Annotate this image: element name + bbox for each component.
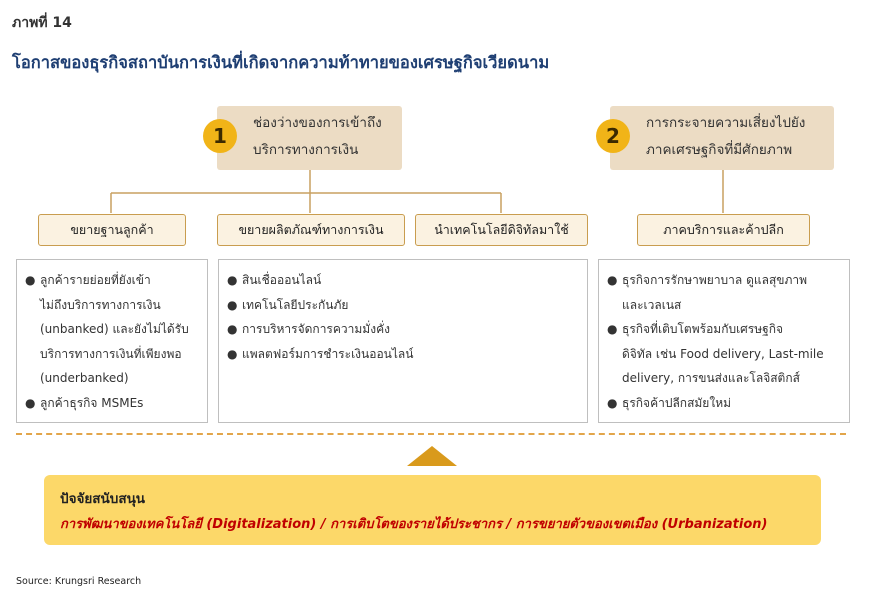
item-line: และเวลเนส: [622, 297, 682, 312]
item-line: ดิจิทัล เช่น Food delivery, Last-mile: [622, 346, 824, 361]
item-line: ธุรกิจการรักษาพยาบาล ดูแลสุขภาพ: [622, 273, 808, 287]
list-item: [25, 268, 201, 391]
number-badge-2: 2: [596, 119, 630, 153]
list-item: [227, 268, 581, 293]
bullet: ●: [607, 395, 618, 410]
opportunity-1-line2: บริการทางการเงิน: [253, 142, 359, 158]
item-line: การบริหารจัดการความมั่งคั่ง: [242, 322, 390, 336]
source-note: Source: Krungsri Research: [16, 576, 142, 587]
products-list-box: [218, 259, 588, 423]
opportunity-1-box: [213, 106, 402, 170]
item-line: (unbanked) และยังไม่ได้รับ: [40, 322, 189, 336]
up-arrow-triangle: [407, 446, 457, 466]
item-line: ธุรกิจที่เติบโตพร้อมกับเศรษฐกิจ: [622, 322, 784, 336]
opportunity-2-line2: ภาคเศรษฐกิจที่มีศักยภาพ: [646, 142, 793, 158]
figure-label: ภาพที่ 14: [12, 15, 72, 31]
category-services-retail: ภาคบริการและค้าปลีก: [637, 214, 810, 246]
number-badge-1: 1: [203, 119, 237, 153]
item-line: เทคโนโลยีประกันภัย: [242, 297, 349, 312]
bullet: ●: [607, 273, 618, 287]
sectors-list-box: [598, 259, 850, 423]
list-item: [227, 342, 581, 367]
list-item: [607, 391, 843, 416]
item-line: ลูกค้ารายย่อยที่ยังเข้า: [40, 273, 151, 287]
list-item: [227, 317, 581, 342]
item-line: ลูกค้าธุรกิจ MSMEs: [40, 395, 144, 410]
bullet: ●: [607, 322, 618, 336]
diagram-title: โอกาสของธุรกิจสถาบันการเงินที่เกิดจากความท้าทายของเศรษฐกิจเวียดนาม: [12, 53, 550, 72]
category-financial-products: ขยายผลิตภัณฑ์ทางการเงิน: [217, 214, 405, 246]
list-item: [607, 268, 843, 317]
bullet: ●: [227, 273, 238, 287]
opportunity-2-box: [606, 106, 834, 170]
item-line: ธุรกิจค้าปลีกสมัยใหม่: [622, 395, 732, 410]
bullet: ●: [227, 322, 238, 336]
bullet: ●: [227, 297, 238, 312]
item-line: (underbanked): [40, 371, 129, 385]
item-line: ไม่ถึงบริการทางการเงิน: [40, 297, 161, 312]
bullet: ●: [25, 273, 36, 287]
item-line: แพลตฟอร์มการชำระเงินออนไลน์: [242, 346, 414, 361]
category-digital-technology: นำเทคโนโลยีดิจิทัลมาใช้: [415, 214, 588, 246]
list-item: [607, 317, 843, 391]
support-title: ปัจจัยสนับสนุน: [60, 491, 146, 507]
opportunity-1-line1: ช่องว่างของการเข้าถึง: [253, 115, 382, 131]
bullet: ●: [227, 346, 238, 361]
category-customer-base: ขยายฐานลูกค้า: [38, 214, 186, 246]
bullet: ●: [25, 395, 36, 410]
list-item: [25, 391, 201, 416]
opportunity-2-line1: การกระจายความเสี่ยงไปยัง: [646, 115, 806, 131]
support-factors-text: การพัฒนาของเทคโนโลยี (Digitalization) / การเติบโตของรายได้ประชากร / การขยายตัวของเขตเมือง (Urbanization): [60, 517, 768, 532]
item-line: delivery, การขนส่งและโลจิสติกส์: [622, 371, 800, 385]
item-line: บริการทางการเงินที่เพียงพอ: [40, 346, 182, 361]
dashed-divider: [16, 433, 846, 435]
item-line: สินเชื่อออนไลน์: [242, 273, 322, 287]
customers-list-box: [16, 259, 208, 423]
support-factors-box: [44, 475, 821, 545]
list-item: [227, 293, 581, 318]
